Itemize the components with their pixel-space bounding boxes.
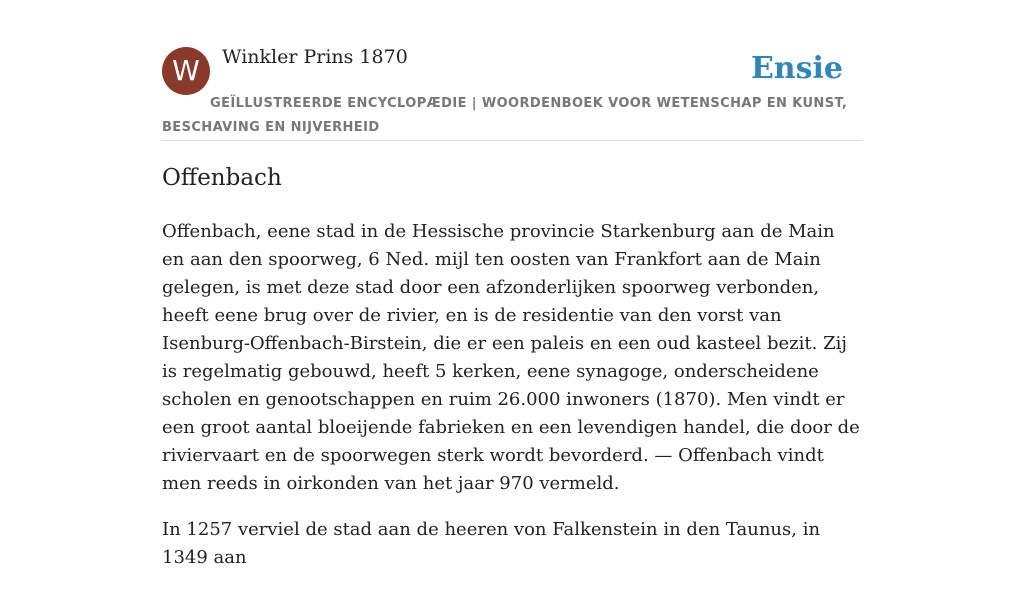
ensie-logo-link[interactable]: Ensie <box>750 51 843 86</box>
article-paragraph: Offenbach, eene stad in de Hessische provincie Starkenburg aan de Main en aan den spoorweg, 6 Ned. mijl ten oosten van Frankfort aan de Main gelegen, is met deze stad door een afzonderlijken spoorweg verbonden, heeft eene brug over de rivier, en is de residentie van den vorst van Isenburg-Offenbach-Birstein, die er een paleis en een oud kasteel bezit. Zij is regelmatig gebouwd, heeft 5 kerken, eene synagoge, onderscheidene scholen en genootschappen en ruim 26.000 inwoners (1870). Men vindt er een groot aantal bloeijende fabrieken en een levendigen handel, die door de riviervaart en de spoorwegen sterk wordt bevorderd. — Offenbach vindt men reeds in oirkonden van het jaar 970 vermeld. <box>162 221 860 494</box>
article-title: Offenbach <box>162 165 282 191</box>
source-header <box>162 45 862 141</box>
source-title-link[interactable]: Winkler Prins 1870 <box>222 46 408 68</box>
source-subtitle: GEÏLLUSTREERDE ENCYCLOPÆDIE | WOORDENBOEK VOOR WETENSCHAP EN KUNST, BESCHAVING EN NIJVERHEID <box>162 96 848 135</box>
article <box>162 160 862 590</box>
article-paragraph: In 1257 verviel de stad aan de heeren von Falkenstein in den Taunus, in 1349 aan <box>162 519 821 568</box>
source-avatar[interactable]: W <box>162 47 210 95</box>
